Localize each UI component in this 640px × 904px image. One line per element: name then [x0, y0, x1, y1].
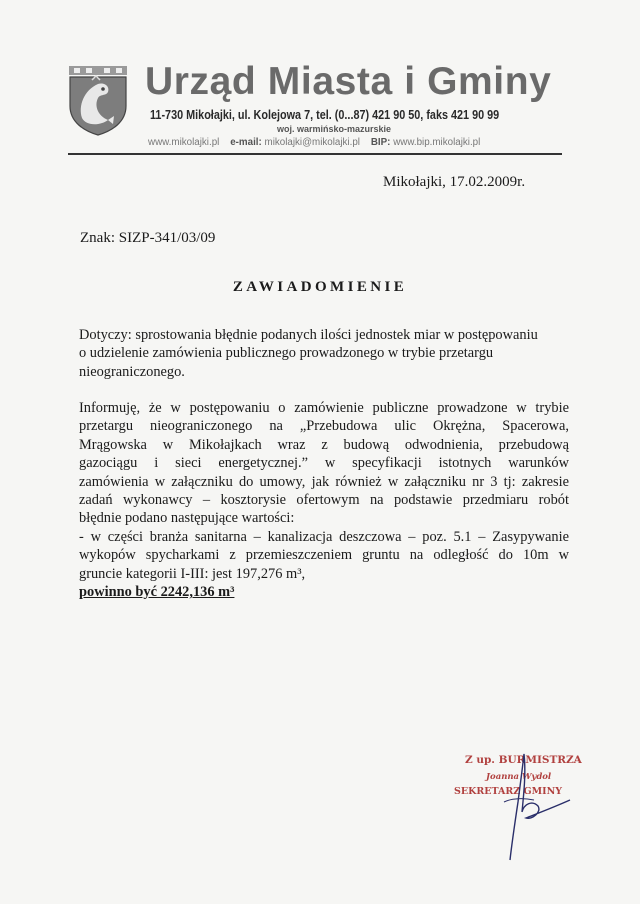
- notice-line: wykopów spycharkami z przemieszczeniem gruntu na odległość do 10m w: [79, 547, 569, 564]
- document-heading: ZAWIADOMIENIE: [232, 279, 408, 295]
- contact-line: [148, 137, 480, 149]
- email-label: e-mail:: [230, 137, 262, 148]
- notice-paragraph: [79, 399, 569, 601]
- notice-line: gruncie kategorii I-III: jest 197,276 m³,: [79, 565, 306, 582]
- office-address: 11-730 Mikołajki, ul. Kolejowa 7, tel. (0...87) 421 90 50, faks 421 90 99: [150, 108, 500, 122]
- stamp-position: SEKRETARZ GMINY: [454, 786, 563, 797]
- official-stamp: [452, 742, 602, 862]
- notice-line: zadań wykonawcy – kosztorysie ofertowym na podstawie przedmiaru robót: [79, 492, 569, 509]
- notice-line: zamówienia w załączniku do umowy, jak również w załączniku nr 3 tj: zakresie: [79, 473, 569, 490]
- notice-line: Informuję, że w postępowaniu o zamówienie publiczne prowadzone w trybie: [79, 400, 569, 416]
- subject-line: o udzielenie zamówienia publicznego prowadzonego w trybie przetargu: [79, 345, 494, 362]
- handwritten-signature: [452, 742, 602, 862]
- bip-link[interactable]: www.bip.mikolajki.pl: [393, 137, 481, 148]
- notice-line: - w części branża sanitarna – kanalizacja deszczowa – poz. 5.1 – Zasypywanie: [79, 528, 569, 545]
- email-link[interactable]: mikolajki@mikolajki.pl: [264, 137, 360, 148]
- letterhead-divider: [68, 153, 562, 155]
- notice-line: przetargu nieograniczonego na „Przebudowa ulic Okrężna, Spacerowa,: [79, 418, 569, 435]
- voivodeship: woj. warmińsko-mazurskie: [277, 124, 392, 134]
- office-name: Urząd Miasta i Gminy: [145, 60, 552, 103]
- notice-line: Mrągowska w Mikołajkach wraz z budową odwodnienia, przebudową: [79, 436, 569, 453]
- notice-line: gazociągu i sieci energetycznej.” w specyfikacji istotnych warunków: [79, 455, 569, 472]
- coat-of-arms-icon: [68, 66, 128, 136]
- reference-number: Znak: SIZP-341/03/09: [80, 230, 216, 246]
- document-date: Mikołajki, 17.02.2009r.: [383, 174, 526, 190]
- subject-line: Dotyczy: sprostowania błędnie podanych ilości jednostek miar w postępowaniu: [79, 327, 538, 343]
- website-link[interactable]: www.mikolajki.pl: [148, 137, 220, 148]
- notice-line: błędnie podano następujące wartości:: [79, 510, 295, 527]
- correction-value: powinno być 2242,136 m³: [79, 584, 235, 601]
- stamp-name: Joanna Wydol: [486, 772, 552, 782]
- subject-line: nieograniczonego.: [79, 363, 185, 380]
- stamp-authority: Z up. BURMISTRZA: [465, 754, 582, 766]
- bip-label: BIP:: [370, 137, 391, 148]
- subject-paragraph: [79, 326, 569, 381]
